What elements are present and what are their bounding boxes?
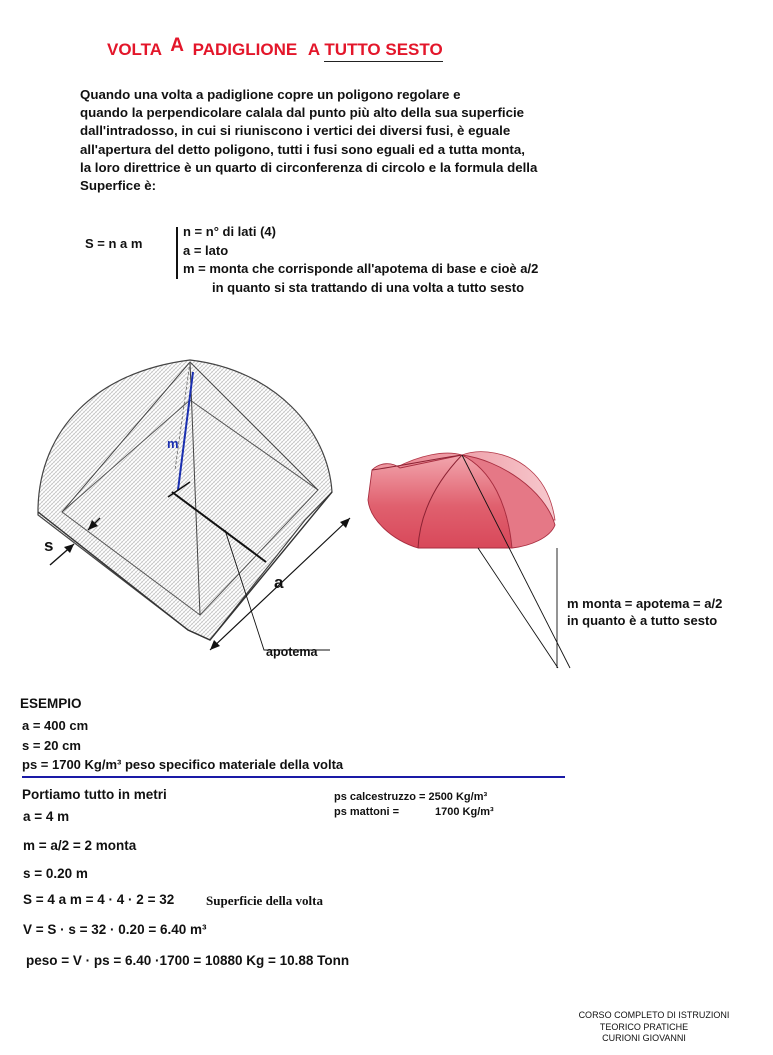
blue-divider	[22, 776, 565, 778]
intro-line: all'apertura del detto poligono, tutti i fusi sono eguali ed a tutta monta,	[80, 141, 525, 157]
formula-def-n: n = n° di lati (4)	[183, 224, 276, 239]
label-a: a	[274, 573, 284, 592]
example-line-s: s = 20 cm	[22, 737, 81, 753]
label-m: m	[167, 436, 179, 451]
title-part-volta: VOLTA	[107, 40, 162, 59]
formula-def-a: a = lato	[183, 242, 229, 258]
calc-m: m = a/2 = 2 monta	[23, 838, 137, 853]
density-mattoni-value: 1700 Kg/m³	[435, 806, 494, 818]
pink-vault-drawing	[368, 452, 570, 668]
example-values	[22, 716, 343, 775]
formula-def-m: m = monta che corrisponde all'apotema di base e cioè a/2	[183, 261, 539, 276]
footer-line: CURIONI GIOVANNI	[602, 1033, 686, 1043]
right-figure-note	[567, 595, 722, 629]
intro-line: Quando una volta a padiglione copre un poligono regolare e	[80, 87, 461, 102]
label-s: s	[44, 536, 54, 555]
calc-s: s = 0.20 m	[23, 866, 88, 881]
title-part-a2: A	[307, 40, 320, 59]
formula-lhs: S = n a m	[85, 236, 143, 251]
footer-line: CORSO COMPLETO DI ISTRUZIONI	[578, 1010, 730, 1020]
calc-volume: V = S · s = 32 · 0.20 = 6.40 m³	[23, 922, 207, 937]
density-mattoni-label: ps mattoni =	[334, 806, 400, 818]
intro-line: dall'intradosso, in cui si riuniscono i vertici dei diversi fusi, è eguale	[80, 123, 511, 139]
label-apotema: apotema	[266, 645, 318, 659]
footer-line: TEORICO PRATICHE	[599, 1021, 689, 1032]
density-calcestruzzo: ps calcestruzzo = 2500 Kg/m³	[334, 791, 488, 803]
calc-surface: S = 4 a m = 4 · 4 · 2 = 32	[23, 892, 175, 907]
intro-line: quando la perpendicolare calala dal punto più alto della sua superficie	[80, 105, 525, 121]
cloister-vault-drawing	[38, 360, 350, 650]
title-part-tutto-sesto: TUTTO SESTO	[324, 40, 442, 62]
example-line-ps: ps = 1700 Kg/m³ peso specifico materiale della volta	[22, 757, 344, 772]
calc-surface-note: Superficie della volta	[206, 893, 323, 908]
title-part-a: A	[170, 35, 184, 56]
example-heading: ESEMPIO	[20, 696, 82, 711]
note-monta: m monta = apotema = a/2	[567, 596, 723, 611]
calc-a: a = 4 m	[23, 809, 70, 824]
formula-def-note: in quanto si sta trattando di una volta a tutto sesto	[212, 279, 525, 295]
calc-peso: peso = V · ps = 6.40 ·1700 = 10880 Kg = 10.88 Tonn	[26, 953, 350, 968]
title-part-padiglione: PADIGLIONE	[192, 40, 298, 59]
note-tutto-sesto: in quanto è a tutto sesto	[567, 613, 718, 628]
intro-line: la loro direttrice è un quarto di circonferenza di circolo e la formula della	[80, 159, 538, 175]
example-line-a: a = 400 cm	[22, 718, 89, 733]
calc-heading: Portiamo tutto in metri	[22, 787, 167, 802]
intro-line: Superfice è:	[80, 178, 157, 194]
footer-credits	[573, 1010, 735, 1045]
vault-dome-outline	[38, 360, 332, 640]
